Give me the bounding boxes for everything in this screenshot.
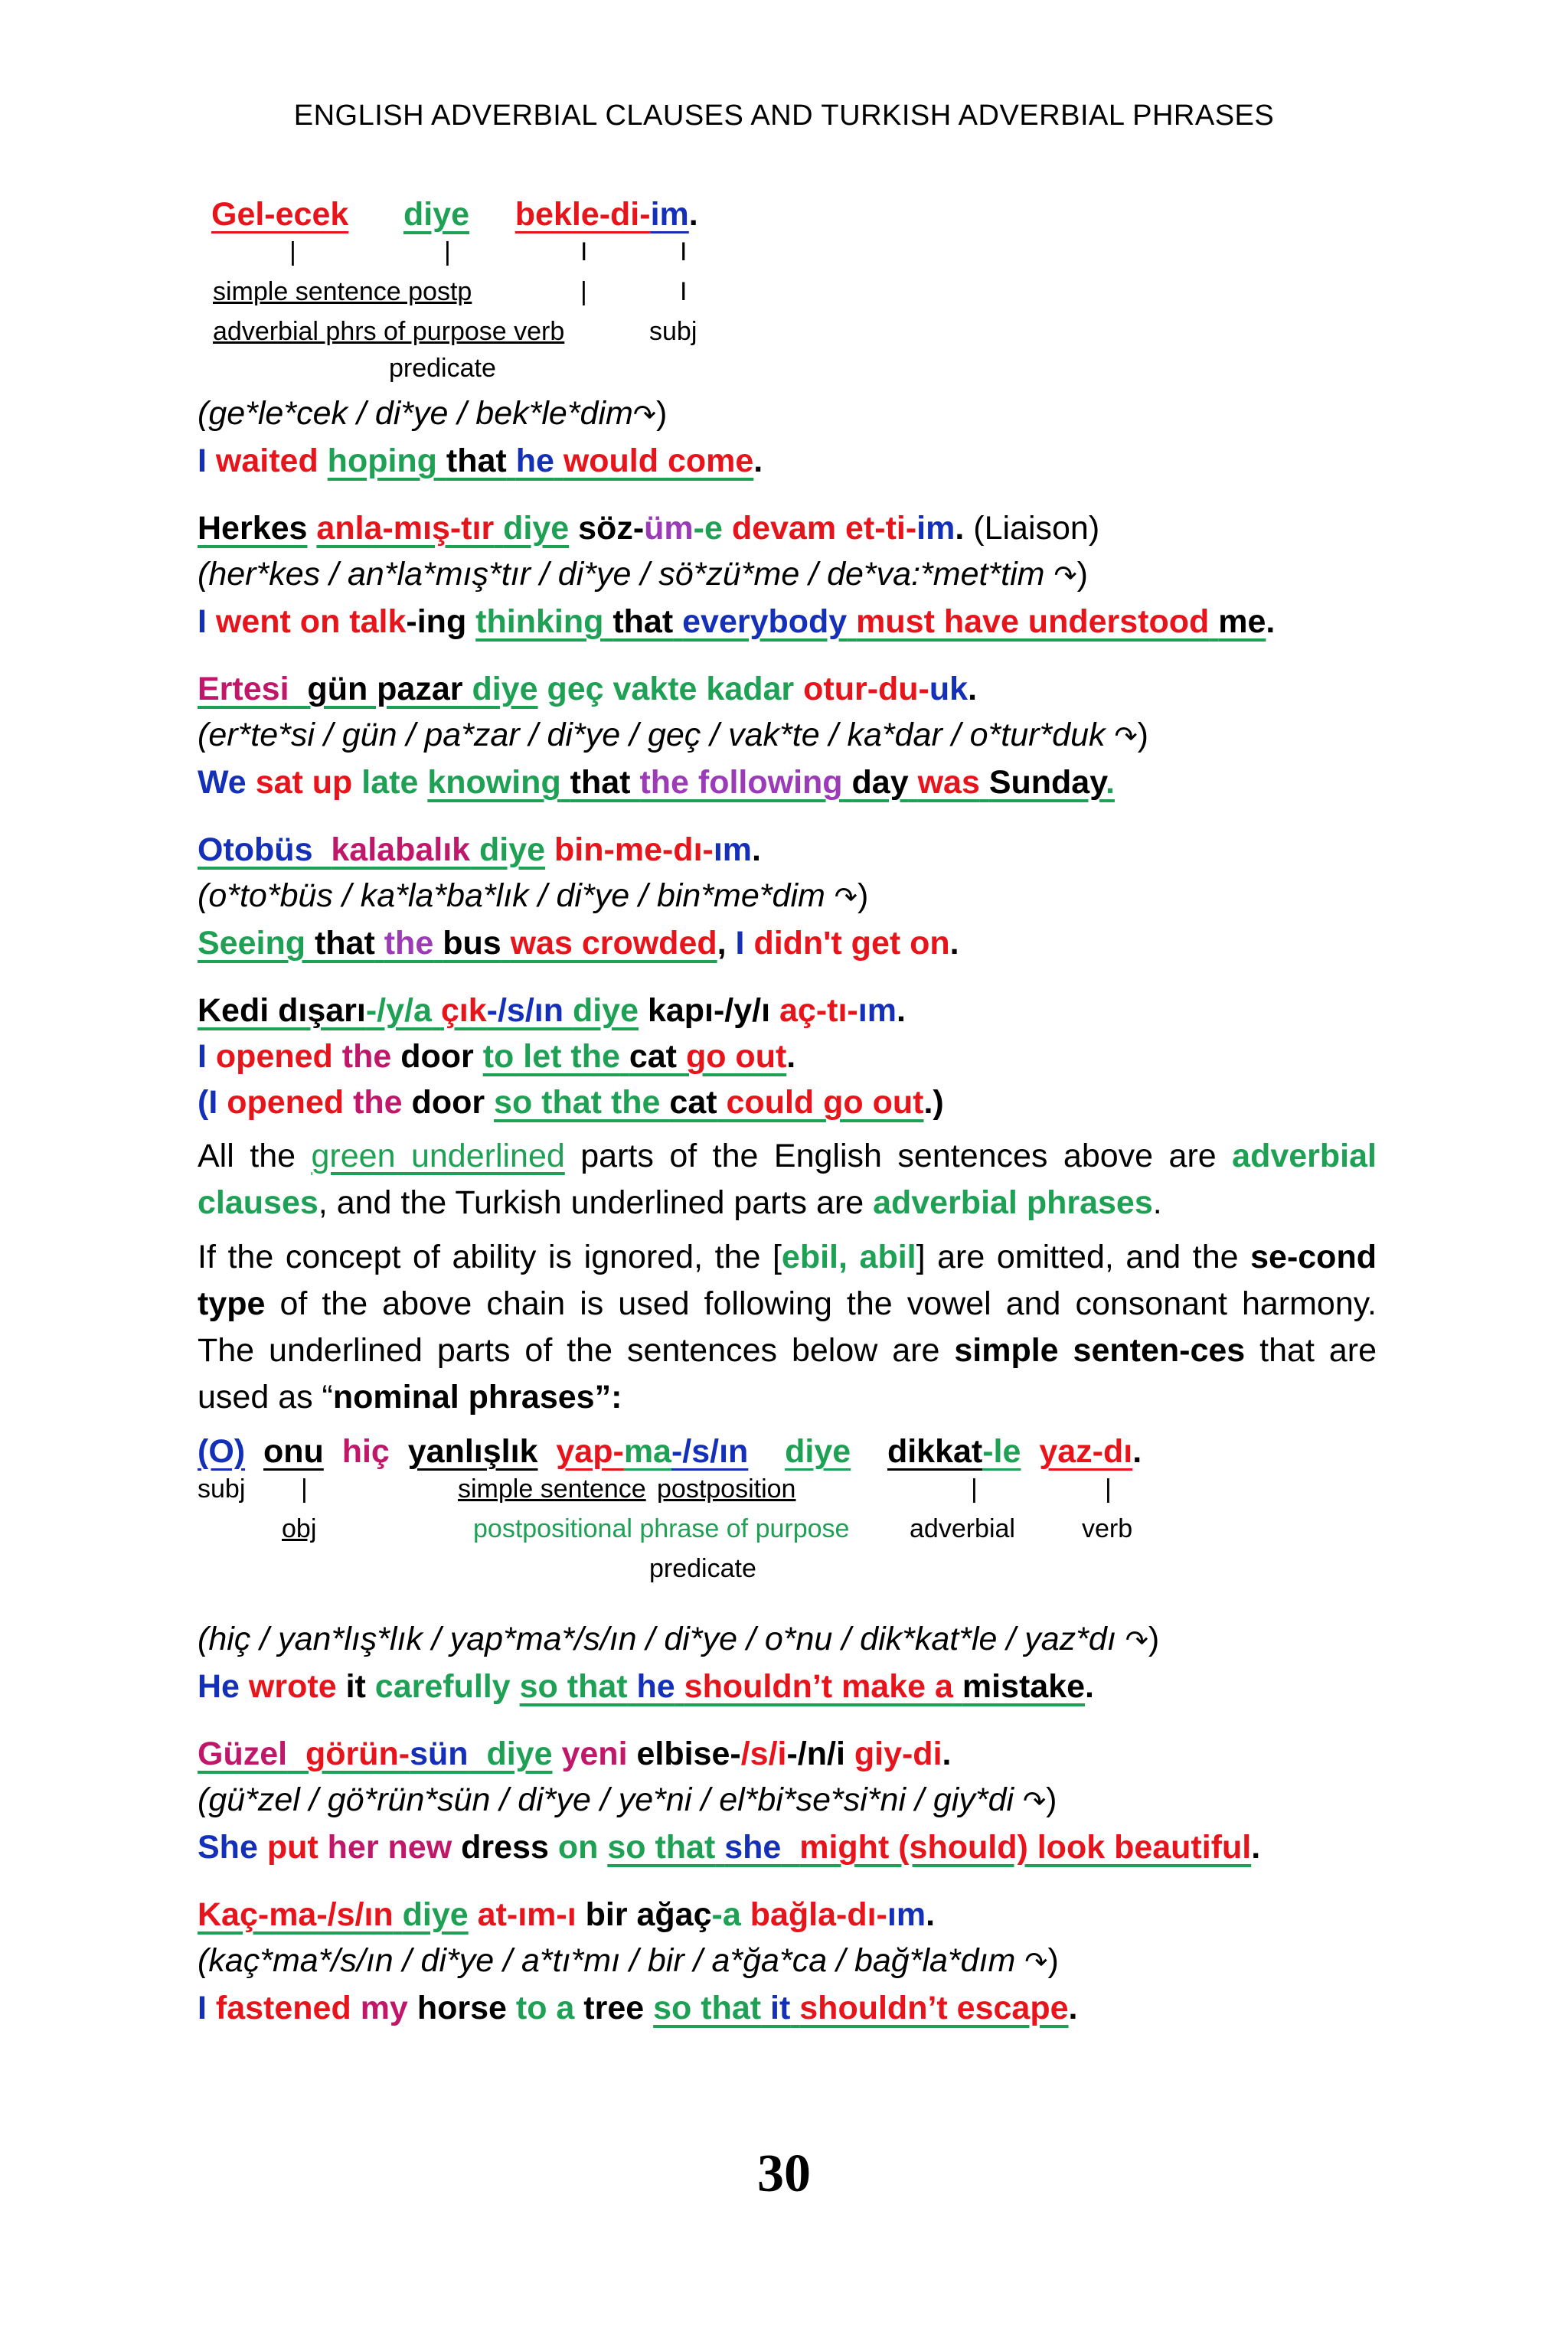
word: im [916,510,956,547]
example-6-turkish [198,1429,1377,1474]
word: cat [629,1038,677,1075]
diagram-label: subj [198,1474,246,1504]
word: he [636,1668,675,1705]
text: ] are omitted, and the [916,1239,1251,1275]
punct: ) [1047,1942,1059,1979]
punct: . [753,442,763,479]
example-7-english [198,1824,1377,1870]
word: day [851,764,909,801]
diagram-bar: I [580,237,588,266]
explanation-paragraph-2 [198,1234,1377,1421]
text: . [1152,1184,1162,1221]
example-3-pronunciation [198,712,1377,759]
diagram-bar: I [680,237,688,266]
diagram-bar: | [1105,1474,1112,1504]
word: it [345,1668,366,1705]
word: bağla-dı- [750,1896,887,1933]
word: Herkes [198,510,308,547]
word: horse [416,1990,507,2026]
word: /s/i [740,1736,787,1772]
word: ım [858,992,897,1029]
example-5-turkish [198,988,1377,1033]
diagram-bar: | [580,277,587,306]
page-content [198,191,1377,2031]
word: yeni [561,1736,628,1772]
word: Sunday [988,764,1106,801]
explanation-paragraph-1 [198,1133,1377,1226]
punct: . [926,1896,936,1933]
word: diye [402,1896,469,1933]
word: dikkat [887,1433,983,1470]
pronunciation: (er*te*si / gün / pa*zar / di*ye / geç / vak*te / ka*dar / o*tur*duk [198,717,1106,753]
word: ım [887,1896,926,1933]
word: Kedi dışarı [198,992,366,1029]
word: elbise- [636,1736,741,1772]
punct: . [949,925,959,962]
word: ım [713,831,753,868]
text: that are used as “ [198,1332,1377,1416]
word: so that [607,1829,716,1866]
word: dress [461,1829,549,1866]
word: was [917,764,980,801]
word: aç-tı- [779,992,858,1029]
word: devam et-ti- [731,510,917,547]
word: sat up [255,764,353,801]
diagram-label: predicate [649,1554,756,1583]
example-3-english [198,759,1377,805]
punct: ) [857,877,869,914]
word: (I [198,1084,218,1121]
word: -/s/ın [486,992,564,1029]
word: might (should) look beautiful [799,1829,1252,1866]
word: mistake [962,1668,1086,1705]
punct: , [717,925,736,962]
word: sün [410,1736,469,1772]
word: hiç [341,1433,390,1470]
word: diye [503,510,570,547]
example-6-pronunciation [198,1616,1377,1664]
text: simple senten-ces [954,1332,1246,1369]
word: Ertesi [198,671,289,707]
word: -/n/i [786,1736,845,1772]
word: diye [572,992,639,1029]
pronunciation: (ge*le*cek / di*ye / bek*le*dim [198,395,633,432]
intonation-icon: ↷ [1024,1946,1048,1977]
word: waited [215,442,318,479]
word: fastened [215,1990,351,2026]
word: I [198,1038,207,1075]
punct: . [1105,764,1115,801]
text: All the [198,1138,312,1174]
word: the [353,1084,403,1121]
word: gün pazar [307,671,463,707]
word: was crowded [510,925,717,962]
punct: . [896,992,906,1029]
intonation-icon: ↷ [632,399,657,430]
intonation-icon: ↷ [1054,560,1077,591]
page-header: ENGLISH ADVERBIAL CLAUSES AND TURKISH ADVERBIAL PHRASES [293,100,1275,132]
word: went on [215,603,341,640]
word: that [612,603,674,640]
word: çık [440,992,487,1029]
word: kapı-/y/ı [647,992,771,1029]
diagram-label: predicate [389,354,496,383]
intonation-icon: ↷ [1023,1785,1047,1817]
example-4-turkish [198,827,1377,873]
diagram-label: simple sentence [458,1474,646,1504]
word: opened [215,1038,333,1075]
word: üm [644,510,694,547]
diagram-label: simple sentence postp [213,277,472,306]
text: green underlined [311,1138,565,1174]
word: diye [785,1433,851,1470]
word: so that the [494,1084,661,1121]
pronunciation: (kaç*ma*/s/ın / di*ye / a*tı*mı / bir / a*ğa*ca / bağ*la*dım [198,1942,1016,1979]
word: I [198,603,207,640]
word: Gel-ecek [211,196,349,233]
word: yaz-dı [1039,1433,1133,1470]
text: adverbial phrases [873,1184,1153,1221]
word: bin-me-dı- [554,831,714,868]
word: I [735,925,745,962]
word: geç vakte kadar [547,671,795,707]
punct: ) [1076,556,1088,593]
diagram-label: adverbial [910,1514,1015,1543]
word: anla-mış-tır [316,510,495,547]
word: carefully [374,1668,511,1705]
example-5-english-a [198,1033,1377,1079]
punct: . [1085,1668,1094,1705]
word: bus [443,925,501,962]
diagram-bar: | [289,237,296,266]
word: yanlışlık [407,1433,538,1470]
word: the [384,925,434,962]
word: to a [515,1990,575,2026]
diagram-label: adverbial phrs of purpose verb [213,317,565,346]
punct: . [1132,1433,1142,1470]
text: of the above chain is used following the vowel and consonant harmony. The underlined parts of the sentences below are [198,1285,1377,1369]
word: We [198,764,247,801]
punct: ) [1148,1621,1160,1657]
punct: . [752,831,761,868]
punct: . [1068,1990,1078,2026]
word: Seeing [198,925,305,962]
punct: . [942,1736,952,1772]
word: Otobüs [198,831,313,868]
pronunciation: (her*kes / an*la*mış*tır / di*ye / sö*zü*me / de*va:*met*tim [198,556,1045,593]
example-1-english [198,438,1377,484]
example-2-english [198,599,1377,645]
example-5-english-b [198,1079,1377,1125]
example-2-turkish [198,505,1377,551]
word: new [387,1829,452,1866]
pronunciation: (gü*zel / gö*rün*sün / di*ye / ye*ni / el*bi*se*si*ni / giy*di [198,1781,1014,1818]
word: -le [982,1433,1021,1470]
word: otur-du- [803,671,929,707]
word: -/y/a [365,992,432,1029]
example-1-diagram [198,237,1377,390]
word: Güzel [198,1736,288,1772]
word: that [446,442,507,479]
word: diye [479,831,546,868]
diagram-label: postposition [657,1474,796,1504]
punct: ) [1046,1781,1057,1818]
example-4-english [198,920,1377,966]
word: (O) [198,1433,246,1470]
diagram-label: subj [649,317,697,346]
word: Kaç-ma-/s/ın [198,1896,394,1933]
word: He [198,1668,240,1705]
word: söz- [578,510,645,547]
word: my [360,1990,408,2026]
punct: . [955,510,965,547]
example-8-english [198,1985,1377,2031]
word: giy-di [854,1736,942,1772]
example-8-pronunciation [198,1938,1377,1985]
word: door [400,1038,474,1075]
text: ”: [594,1379,622,1416]
word: at-ım-ı [477,1896,577,1933]
word: her [327,1829,379,1866]
word: I [198,442,207,479]
word: uk [929,671,969,707]
word: go out [685,1038,787,1075]
word: door [411,1084,485,1121]
example-7-turkish [198,1731,1377,1777]
word: She [198,1829,258,1866]
text: se-cond type [198,1239,1377,1322]
word: -ing [406,603,467,640]
word: shouldn’t make a [684,1668,953,1705]
word: he [515,442,554,479]
punct: . [968,671,978,707]
word: hoping [327,442,437,479]
word: so that [653,1990,762,2026]
text: , and the Turkish underlined parts are [318,1184,874,1221]
word: bir ağaç [585,1896,712,1933]
text: adverbial clauses [198,1138,1377,1221]
text: nominal phrases [332,1379,595,1416]
word: didn't get on [753,925,950,962]
word: diye [486,1736,553,1772]
text: ebil, abil [781,1239,916,1275]
word: it [770,1990,791,2026]
word: would come [563,442,754,479]
word: the following [639,764,843,801]
word: -a [711,1896,741,1933]
word: yap- [556,1433,624,1470]
word: bekle-di- [514,196,651,233]
word: put [266,1829,318,1866]
word: görün- [305,1736,410,1772]
diagram-bar: | [301,1474,308,1504]
punct: ) [656,395,668,432]
word: knowing [427,764,561,801]
word: late [361,764,419,801]
intonation-icon: ↷ [834,881,858,913]
word: I [198,1990,207,2026]
diagram-bar: | [444,237,451,266]
word: onu [263,1433,324,1470]
word: -/s/ın [671,1433,749,1470]
text: parts of the English sentences above are [564,1138,1233,1174]
example-6-english [198,1664,1377,1709]
punct: ) [1137,717,1148,753]
example-6-diagram [198,1474,1377,1616]
word: that [314,925,375,962]
word: tree [583,1990,645,2026]
word: thinking [475,603,604,640]
word: everybody [682,603,848,640]
word: could go out [726,1084,924,1121]
diagram-bar: | [971,1474,978,1504]
word: -e [693,510,723,547]
diagram-bar: I [680,277,688,306]
word: so that [519,1668,628,1705]
example-8-turkish [198,1892,1377,1938]
word: opened [227,1084,345,1121]
example-1-pronunciation [198,390,1377,438]
punct: .) [923,1084,944,1121]
note: (Liaison) [973,510,1100,547]
punct: . [688,196,698,233]
word: she [724,1829,782,1866]
word: shouldn’t escape [799,1990,1069,2026]
word: the [341,1038,392,1075]
example-1-turkish [211,191,1377,237]
word: ma [623,1433,671,1470]
example-2-pronunciation [198,551,1377,599]
word: to let the [482,1038,620,1075]
word: talk [349,603,407,640]
diagram-label: postpositional phrase of purpose [473,1514,850,1543]
text: If the concept of ability is ignored, the [ [198,1239,782,1275]
word: diye [403,196,470,233]
example-7-pronunciation [198,1777,1377,1824]
word: kalabalık [331,831,471,868]
word: cat [669,1084,717,1121]
diagram-label: verb [1082,1514,1133,1543]
diagram-label: obj [282,1514,317,1543]
punct: . [1266,603,1276,640]
example-3-turkish [198,666,1377,712]
word: wrote [248,1668,337,1705]
punct: . [1251,1829,1261,1866]
punct: . [786,1038,796,1075]
example-4-pronunciation [198,873,1377,920]
pronunciation: (o*to*büs / ka*la*ba*lık / di*ye / bin*me*dim [198,877,825,914]
page-number: 30 [757,2144,811,2203]
word: diye [472,671,538,707]
word: that [570,764,631,801]
word: me [1218,603,1266,640]
word: im [650,196,689,233]
intonation-icon: ↷ [1125,1625,1148,1656]
word: on [557,1829,599,1866]
intonation-icon: ↷ [1114,720,1138,752]
word: must have understood [856,603,1210,640]
pronunciation: (hiç / yan*lış*lık / yap*ma*/s/ın / di*ye / o*nu / dik*kat*le / yaz*dı [198,1621,1116,1657]
